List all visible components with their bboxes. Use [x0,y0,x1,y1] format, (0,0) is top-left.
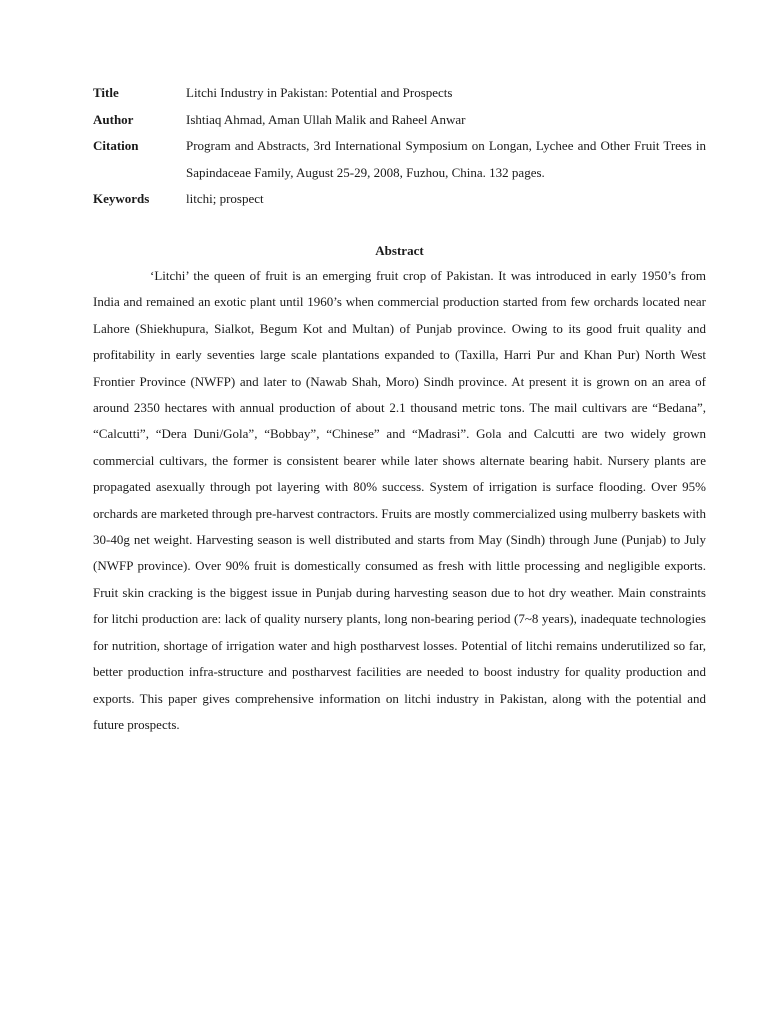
abstract-body: ‘Litchi’ the queen of fruit is an emerging fruit crop of Pakistan. It was introduced in early 1950’s from India and remained an exotic plant until 1960’s when commercial production started from few orchards located near Lahore (Shiekhupura, Sialkot, Begum Kot and Multan) of Punjab province. Owing to its good fruit quality and profitability in early seventies large scale plantations expanded to (Taxilla, Harri Pur and Khan Pur) North West Frontier Province (NWFP) and later to (Nawab Shah, Moro) Sindh province. At present it is grown on an area of around 2350 hectares with annual production of about 2.1 thousand metric tons. The mail cultivars are “Bedana”, “Calcutti”, “Dera Duni/Gola”, “Bobbay”, “Chinese” and “Madrasi”. Gola and Calcutti are two widely grown commercial cultivars, the former is consistent bearer while later shows alternate bearing habit. Nursery plants are propagated asexually through pot layering with 80% success. System of irrigation is surface flooding. Over 95% orchards are marketed through pre-harvest contractors. Fruits are mostly commercialized using mulberry baskets with 30-40g net weight. Harvesting season is well distributed and starts from May (Sindh) through June (Punjab) to July (NWFP province). Over 90% fruit is domestically consumed as fresh with little processing and negligible exports. Fruit skin cracking is the biggest issue in Punjab during harvesting season due to hot dry weather. Main constraints for litchi production are: lack of quality nursery plants, long non-bearing period (7~8 years), inadequate technologies for nutrition, shortage of irrigation water and high postharvest losses. Potential of litchi remains underutilized so far, better production infra-structure and postharvest facilities are needed to boost industry for quality production and exports. This paper gives comprehensive information on litchi industry in Pakistan, along with the potential and future prospects. [93,268,706,732]
keywords-label: Keywords [93,191,150,206]
title-label: Title [93,85,119,100]
abstract-heading: Abstract [375,243,424,258]
keywords-row [93,186,706,213]
author-row [93,107,706,134]
citation-label: Citation [93,138,139,153]
title-row [93,80,706,107]
citation-row [93,133,706,186]
title-value: Litchi Industry in Pakistan: Potential and Prospects [186,85,453,100]
metadata-block [93,80,706,213]
keywords-value: litchi; prospect [186,191,264,206]
abstract-section [93,239,706,738]
author-value: Ishtiaq Ahmad, Aman Ullah Malik and Raheel Anwar [186,111,466,127]
citation-value: Program and Abstracts, 3rd International Symposium on Longan, Lychee and Other Fruit Trees in Sapindaceae Family, August 25-29, 2008, Fuzhou, China. 132 pages. [186,138,706,180]
author-label: Author [93,111,134,127]
